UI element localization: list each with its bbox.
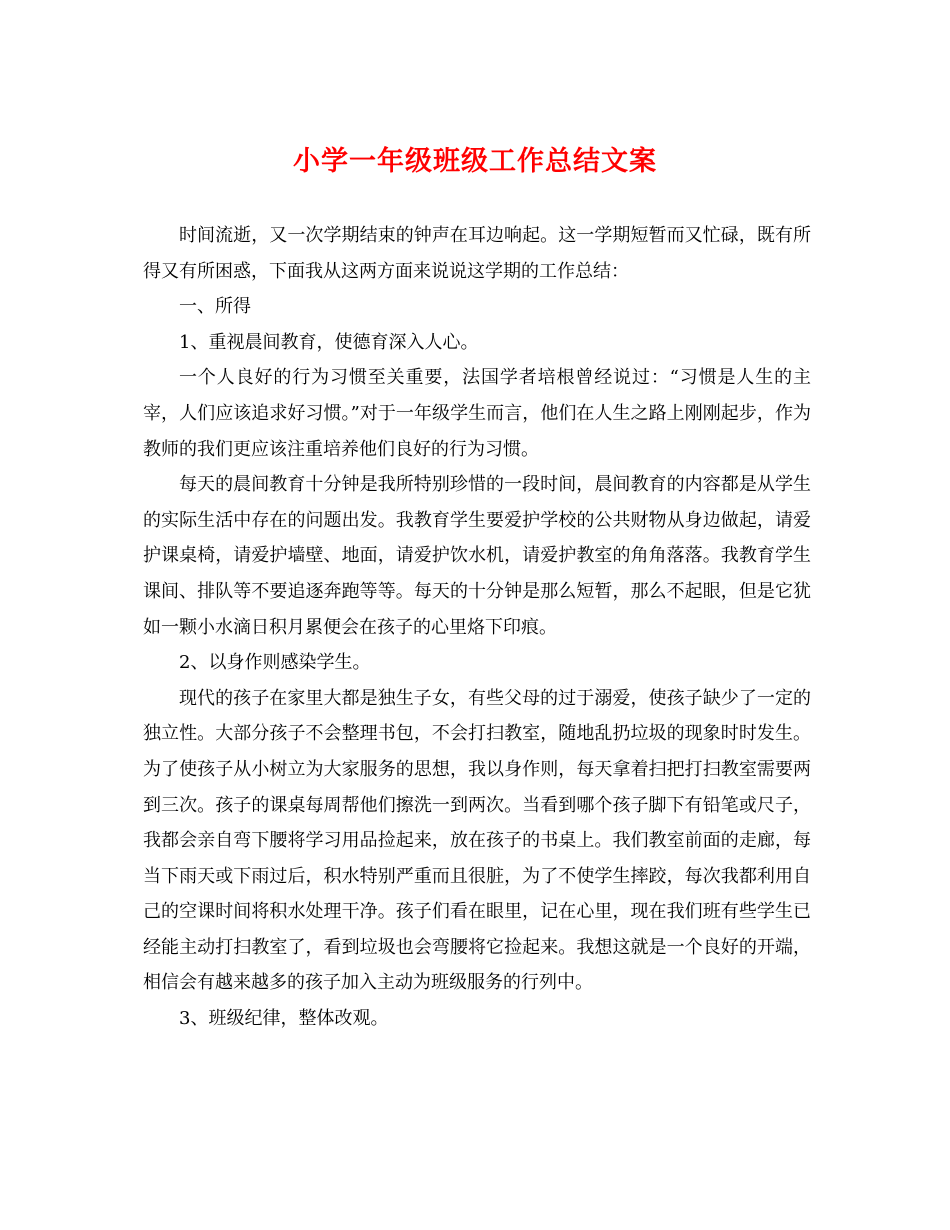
paragraph-morning-ten-minutes: 每天的晨间教育十分钟是我所特别珍惜的一段时间，晨间教育的内容都是从学生的实际生活中存在的问题出发。我教育学生要爱护学校的公共财物从身边做起，请爱护课桌椅，请爱护墙壁、地面，请爱护饮水机，请爱护教室的角角落落。我教育学生课间、排队等不要追逐奔跑等等。每天的十分钟是那么短暂，那么不起眼，但是它犹如一颗小水滴日积月累便会在孩子的心里烙下印痕。 <box>143 474 811 638</box>
paragraph-lead-by-example: 现代的孩子在家里大都是独生子女，有些父母的过于溺爱，使孩子缺少了一定的独立性。大部分孩子不会整理书包，不会打扫教室，随地乱扔垃圾的现象时时发生。为了使孩子从小树立为大家服务的思想，我以身作则，每天拿着扫把打扫教室需要两到三次。孩子的课桌每周帮他们擦洗一到两次。当看到哪个孩子脚下有铅笔或尺子，我都会亲自弯下腰将学习用品捡起来，放在孩子的书桌上。我们教室前面的走廊，每当下雨天或下雨过后，积水特别严重而且很脏，为了不使学生摔跤，每次我都利用自己的空课时间将积水处理干净。孩子们看在眼里，记在心里，现在我们班有些学生已经能主动打扫教室了，看到垃圾也会弯腰将它捡起来。我想这就是一个良好的开端，相信会有越来越多的孩子加入主动为班级服务的行列中。 <box>143 687 811 994</box>
paragraph-intro: 时间流逝，又一次学期结束的钟声在耳边响起。这一学期短暂而又忙碌，既有所得又有所困惑，下面我从这两方面来说说这学期的工作总结： <box>143 225 811 282</box>
section-heading-gains: 一、所得 <box>179 296 251 318</box>
subheading-morning-education: 1、重视晨间教育，使德育深入人心。 <box>179 331 479 353</box>
subheading-lead-by-example: 2、以身作则感染学生。 <box>179 652 371 674</box>
subheading-class-discipline: 3、班级纪律，整体改观。 <box>179 1008 389 1030</box>
document-body <box>143 218 811 1037</box>
paragraph-habits: 一个人良好的行为习惯至关重要，法国学者培根曾经说过：“习惯是人生的主宰，人们应该追求好习惯。”对于一年级学生而言，他们在人生之路上刚刚起步，作为教师的我们更应该注重培养他们良好的行为习惯。 <box>143 367 811 460</box>
document-title: 小学一年级班级工作总结文案 <box>293 146 657 177</box>
